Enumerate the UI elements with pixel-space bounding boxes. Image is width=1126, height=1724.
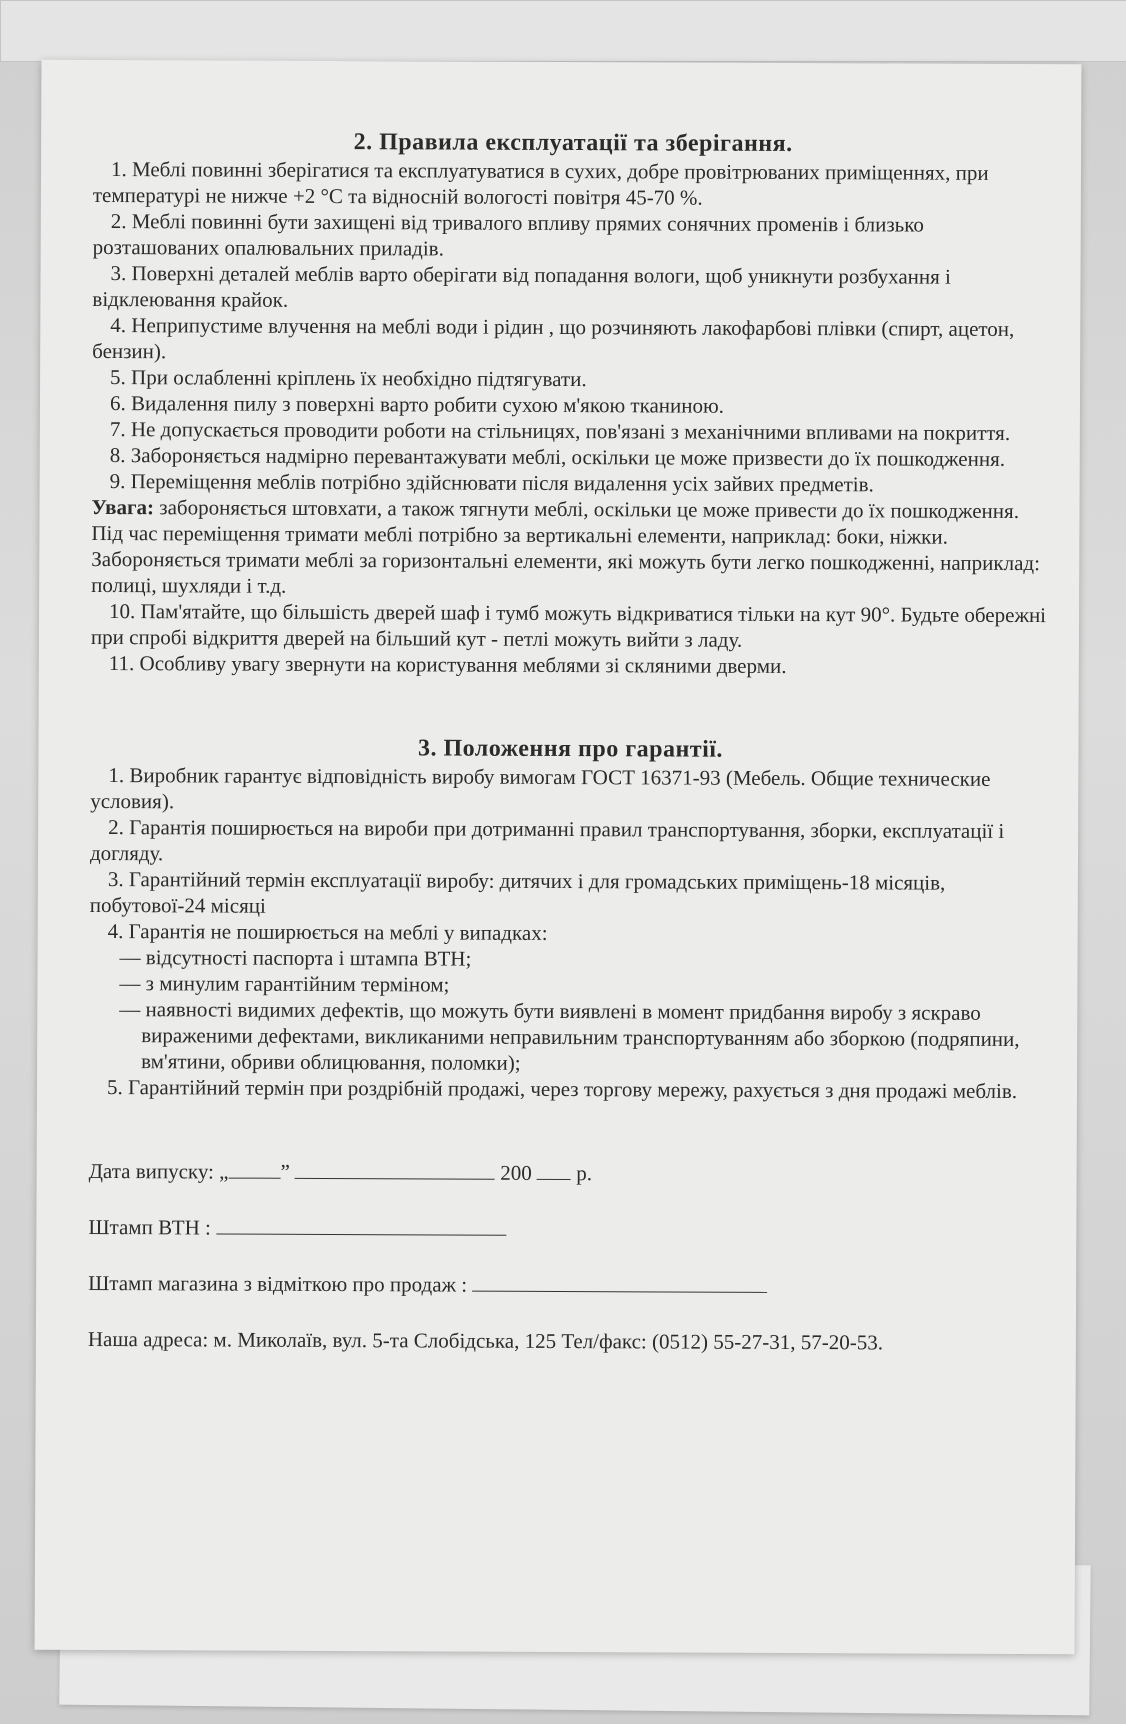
release-date-label: Дата випуску: „ — [88, 1158, 229, 1184]
section3-items — [89, 762, 1050, 1104]
signature-fields — [88, 1158, 1049, 1356]
section3-title: 3. Положення про гарантії. — [417, 735, 724, 763]
document-content — [88, 128, 1053, 1356]
stamp-vtn-label: Штамп ВТН : — [88, 1214, 211, 1240]
exclusion-item-2: — з минулим гарантійним терміном; — [119, 971, 450, 997]
section3-item-2: 2. Гарантія поширюється на вироби при дотриманні правил транспортування, зборки, експлуатації і догляду. — [89, 815, 1005, 866]
section2-item-6: 6. Видалення пилу з поверхні варто робити сухою м'якою тканиною. — [109, 391, 725, 418]
document-page — [35, 60, 1082, 1655]
section2-item-4: 4. Неприпустиме влучення на меблі води і рідин , що розчиняють лакофарбові плівки (спирт, ацетон, бензин). — [92, 313, 1015, 364]
shop-stamp-field — [88, 1270, 1048, 1300]
release-date-field — [89, 1158, 1049, 1188]
company-address: Наша адреса: м. Миколаїв, вул. 5-та Слобідська, 125 Тел/факс: (0512) 55-27-31, 57-20-53. — [87, 1326, 884, 1355]
release-year-blank[interactable] — [537, 1161, 571, 1180]
shop-stamp-label: Штамп магазина з відміткою про продаж : — [88, 1270, 468, 1297]
release-day-blank[interactable] — [228, 1160, 280, 1179]
section2-title: 2. Правила експлуатації та зберігання. — [353, 129, 793, 158]
release-year-prefix: 200 — [500, 1160, 532, 1185]
section2-item-5: 5. При ослабленні кріплень їх необхідно підтягувати. — [110, 365, 587, 392]
warning-paragraph — [91, 494, 1051, 602]
stamp-vtn-field — [88, 1214, 1048, 1244]
warning-label: Увага: — [91, 494, 155, 520]
section2-item-2: 2. Меблі повинні бути захищені від тривалого впливу прямих сонячних променів і близько розташованих опалювальних приладів. — [92, 209, 924, 261]
warning-text: забороняється штовхати, а також тягнути меблі, оскільки це може привести до їх пошкодження. Під час переміщення тримати меблі потрібно за вертикальні елементи, наприклад: боки, ніжки. Забороняється тримати меблі за горизонтальні елементи, які можуть бути легко пошкодженні, наприклад: полиці, шухляди і т.д. — [91, 495, 1041, 598]
section3-item-1: 1. Виробник гарантує відповідність виробу вимогам ГОСТ 16371-93 (Мебель. Общие технические условия). — [90, 763, 991, 814]
release-month-blank[interactable] — [295, 1160, 495, 1180]
release-date-quote: ” — [280, 1159, 290, 1184]
section3-item-4: 4. Гарантія не поширюється на меблі у випадках: — [107, 919, 548, 945]
section2-item-9: 9. Переміщення меблів потрібно здійснювати після видалення усіх зайвих предметів. — [109, 469, 874, 497]
release-year-suffix: р. — [576, 1161, 593, 1186]
section2-item-7: 7. Не допускається проводити роботи на стільницях, пов'язані з механічними впливами на покриття. — [109, 417, 1011, 445]
shop-stamp-blank[interactable] — [472, 1273, 767, 1293]
section2-item-10: 10. Пам'ятайте, що більшість дверей шаф і тумб можуть відкриватися тільки на кут 90°. Будьте обережні при спробі відкриття дверей на більший кут - петлі можуть вийти з ладу. — [90, 599, 1047, 652]
exclusion-item-1: — відсутності паспорта і штампа ВТН; — [119, 945, 472, 971]
exclusion-item-3: — наявності видимих дефектів, що можуть бути виявлені в момент придбання виробу з яскраво вираженими дефектами, викликаними неправильним транспортуванням або зборкою (подряпини, вм'ятини, обриви облицювання, поломки); — [119, 997, 1020, 1075]
section2-item-11: 11. Особливу увагу звернути на користування меблями зі скляними дверми. — [108, 651, 787, 678]
section3-item-3: 3. Гарантійний термін експлуатації виробу: дитячих і для громадських приміщень-18 місяців, побутової-24 місяці — [89, 867, 946, 918]
background-tile — [0, 0, 1126, 62]
stamp-vtn-blank[interactable] — [216, 1216, 506, 1236]
section2-item-3: 3. Поверхні деталей меблів варто оберігати від попадання вологи, щоб уникнути розбухання і відклеювання крайок. — [92, 261, 951, 312]
section3-item-5: 5. Гарантійний термін при роздрібній продажі, через торгову мережу, рахується з дня продажі меблів. — [106, 1075, 1018, 1104]
section2-items — [91, 156, 1053, 680]
section2-item-8: 8. Забороняється надмірно перевантажувати меблі, оскільки це може призвести до їх пошкодження. — [109, 443, 1006, 471]
section2-item-1: 1. Меблі повинні зберігатися та експлуатуватися в сухих, добре провітрюваних приміщеннях, при температурі не нижче +2 °С та відносній вологості повітря 45-70 %. — [92, 157, 989, 210]
